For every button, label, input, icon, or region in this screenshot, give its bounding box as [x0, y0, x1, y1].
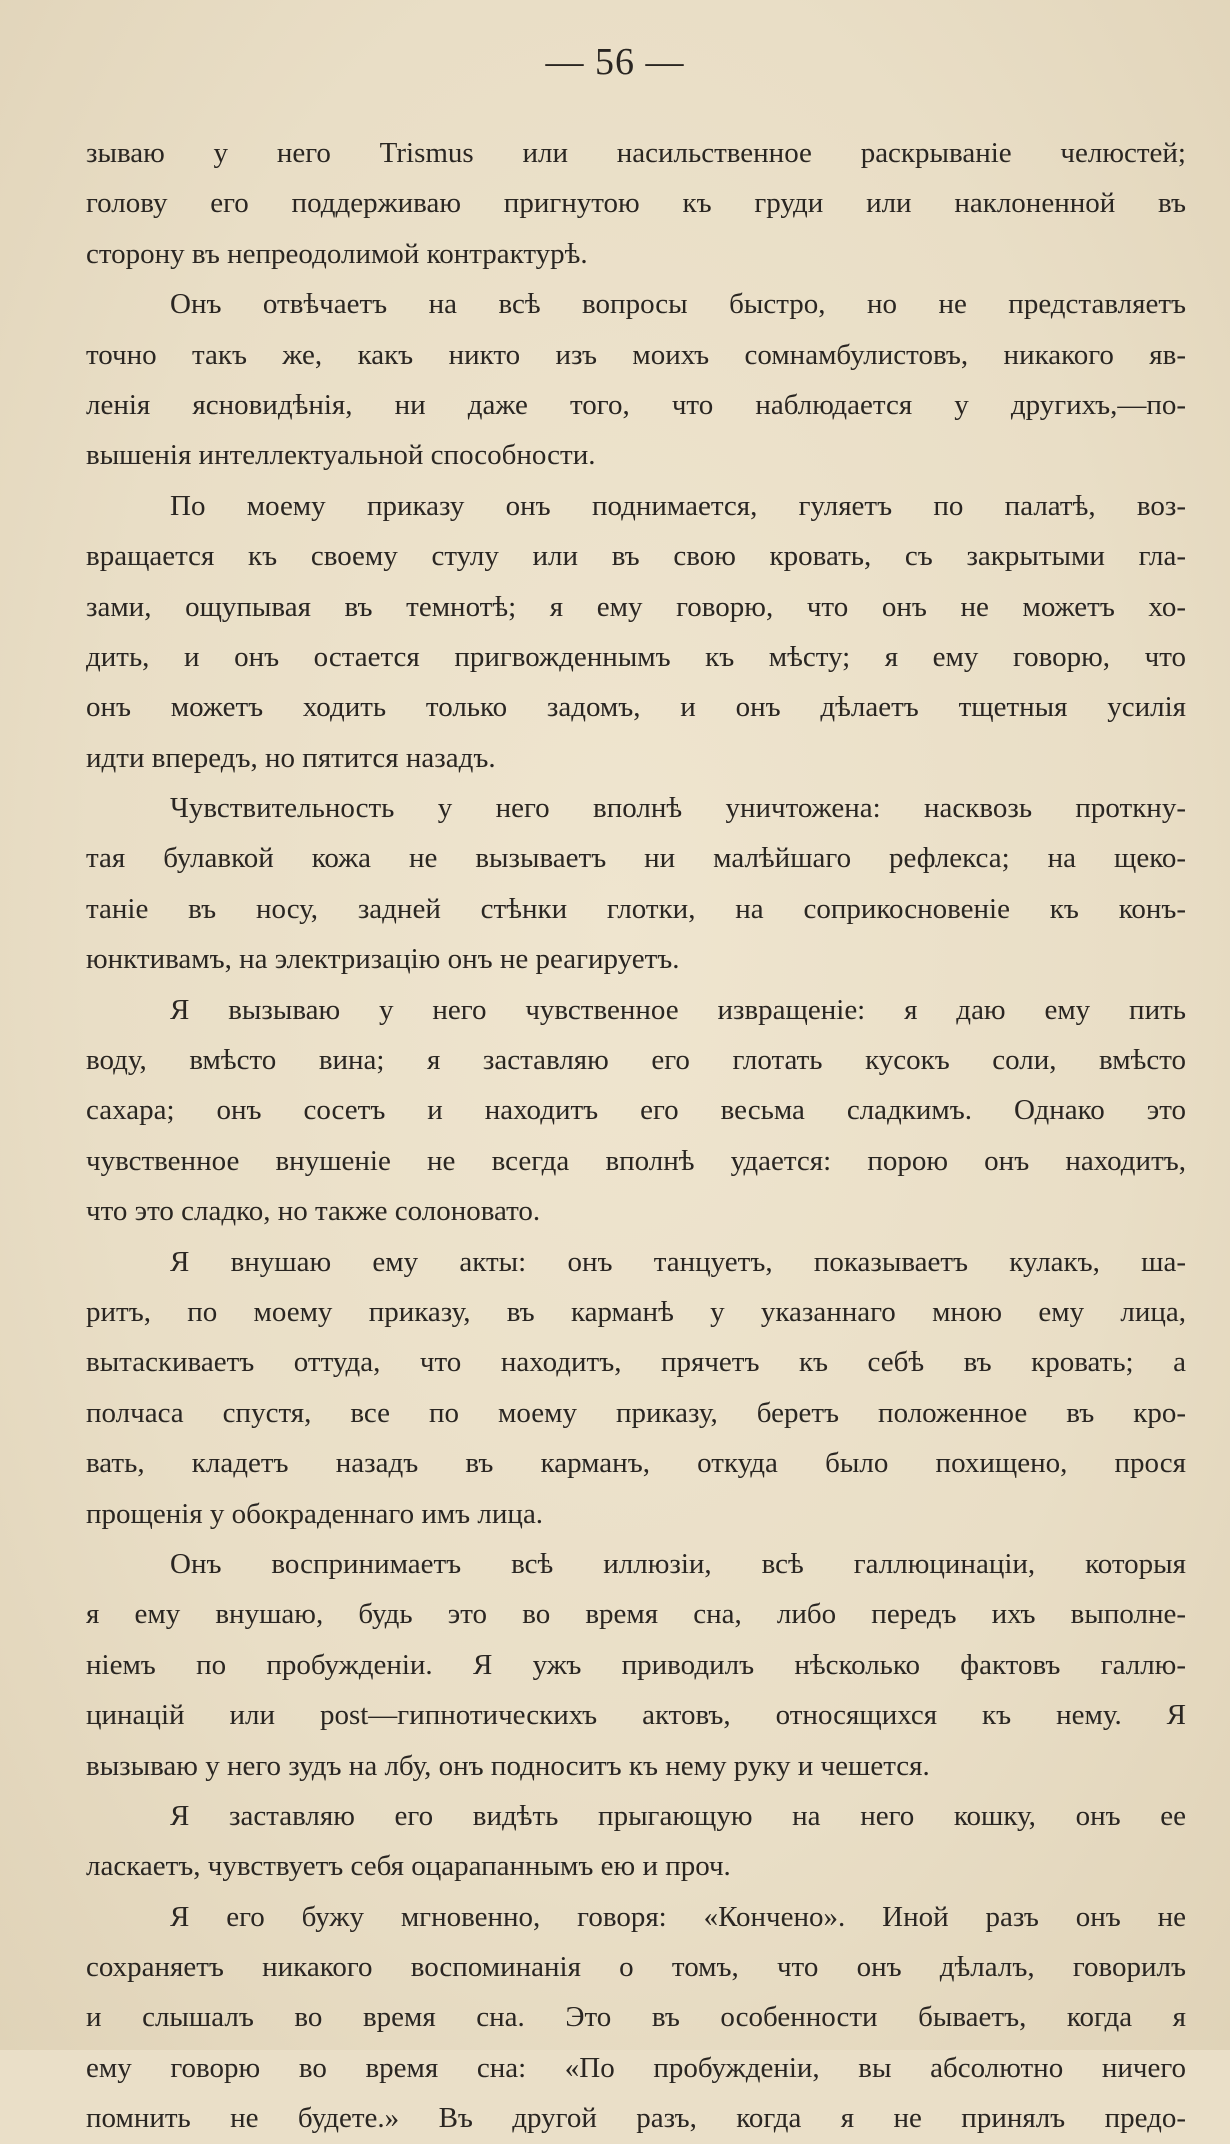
text-line: онъ можетъ ходить только задомъ, и онъ дѣлаетъ тщетныя усилія — [86, 691, 1186, 724]
text-line: полчаса спустя, все по моему приказу, беретъ положенное въ кро- — [86, 1396, 1186, 1429]
text-line: ритъ, по моему приказу, въ карманѣ у указаннаго мною ему лица, — [86, 1295, 1186, 1328]
text-line: вращается къ своему стулу или въ свою кровать, съ закрытыми гла- — [86, 540, 1186, 573]
text-line: чувственное внушеніе не всегда вполнѣ удается: порою онъ находитъ, — [86, 1144, 1186, 1177]
text-line: ласкаетъ, чувствуетъ себя оцарапаннымъ ею и проч. — [86, 1850, 731, 1883]
text-line: вышенія интеллектуальной способности. — [86, 439, 596, 472]
page-number: — 56 — — [545, 41, 685, 83]
text-line: зываю у него Trismus или насильственное раскрываніе челюстей; — [86, 137, 1186, 169]
text-line: сахара; онъ сосетъ и находитъ его весьма сладкимъ. Однако это — [86, 1094, 1186, 1127]
text-line: точно такъ же, какъ никто изъ моихъ сомнамбулистовъ, никакого яв- — [86, 338, 1186, 371]
body-text — [86, 128, 1186, 2144]
text-line: сторону въ непреодолимой контрактурѣ. — [86, 237, 588, 270]
text-line: Онъ воспринимаетъ всѣ иллюзіи, всѣ галлюцинаціи, которыя — [170, 1547, 1186, 1580]
text-line: дить, и онъ остается пригвожденнымъ къ мѣсту; я ему говорю, что — [86, 640, 1186, 673]
text-line: голову его поддерживаю пригнутою къ груди или наклоненной въ — [86, 187, 1186, 220]
text-line: Я его бужу мгновенно, говоря: «Кончено». Иной разъ онъ не — [170, 1900, 1186, 1933]
text-line: вытаскиваетъ оттуда, что находитъ, прячетъ къ себѣ въ кровать; а — [86, 1346, 1186, 1379]
text-line: сохраняетъ никакого воспоминанія о томъ, что онъ дѣлалъ, говорилъ — [86, 1951, 1186, 1984]
text-line: По моему приказу онъ поднимается, гуляетъ по палатѣ, воз- — [170, 489, 1186, 522]
text-line: я ему внушаю, будь это во время сна, либо передъ ихъ выполне- — [86, 1598, 1186, 1631]
text-line: ленія ясновидѣнія, ни даже того, что наблюдается у другихъ,—по- — [86, 388, 1186, 421]
text-line: ніемъ по пробужденіи. Я ужъ приводилъ нѣсколько фактовъ галлю- — [86, 1648, 1186, 1681]
text-line: зами, ощупывая въ темнотѣ; я ему говорю, что онъ не можетъ хо- — [86, 590, 1186, 623]
text-line: Я заставляю его видѣть прыгающую на него кошку, онъ ее — [170, 1799, 1186, 1832]
text-line: воду, вмѣсто вина; я заставляю его глотать кусокъ соли, вмѣсто — [86, 1044, 1186, 1077]
text-line: Чувствительность у него вполнѣ уничтожена: насквозь проткну- — [170, 792, 1186, 825]
text-line: цинацій или post—гипнотическихъ актовъ, относящихся къ нему. Я — [86, 1699, 1186, 1732]
text-line: тая булавкой кожа не вызываетъ ни малѣйшаго рефлекса; на щеко- — [86, 842, 1186, 875]
text-line: идти впередъ, но пятится назадъ. — [86, 741, 496, 774]
text-line: Я вызываю у него чувственное извращеніе: я даю ему пить — [170, 993, 1186, 1026]
text-line: Я внушаю ему акты: онъ танцуетъ, показываетъ кулакъ, ша- — [170, 1245, 1186, 1278]
text-line: юнктивамъ, на электризацію онъ не реагируетъ. — [86, 943, 680, 976]
text-line: помнить не будете.» Въ другой разъ, когда я не принялъ предо- — [86, 2102, 1186, 2135]
text-line: Онъ отвѣчаетъ на всѣ вопросы быстро, но не представляетъ — [170, 288, 1186, 321]
text-line: таніе въ носу, задней стѣнки глотки, на соприкосновеніе къ конъ- — [86, 892, 1186, 925]
text-line: и слышалъ во время сна. Это въ особенности бываетъ, когда я — [86, 2001, 1186, 2034]
text-line: вызываю у него зудъ на лбу, онъ подноситъ къ нему руку и чешется. — [86, 1749, 930, 1782]
text-line: ему говорю во время сна: «По пробужденіи, вы абсолютно ничего — [86, 2051, 1186, 2084]
text-line: что это сладко, но также солоновато. — [86, 1195, 541, 1228]
text-line: прощенія у обокраденнаго имъ лица. — [86, 1497, 544, 1530]
text-line: вать, кладетъ назадъ въ карманъ, откуда было похищено, прося — [86, 1447, 1186, 1480]
